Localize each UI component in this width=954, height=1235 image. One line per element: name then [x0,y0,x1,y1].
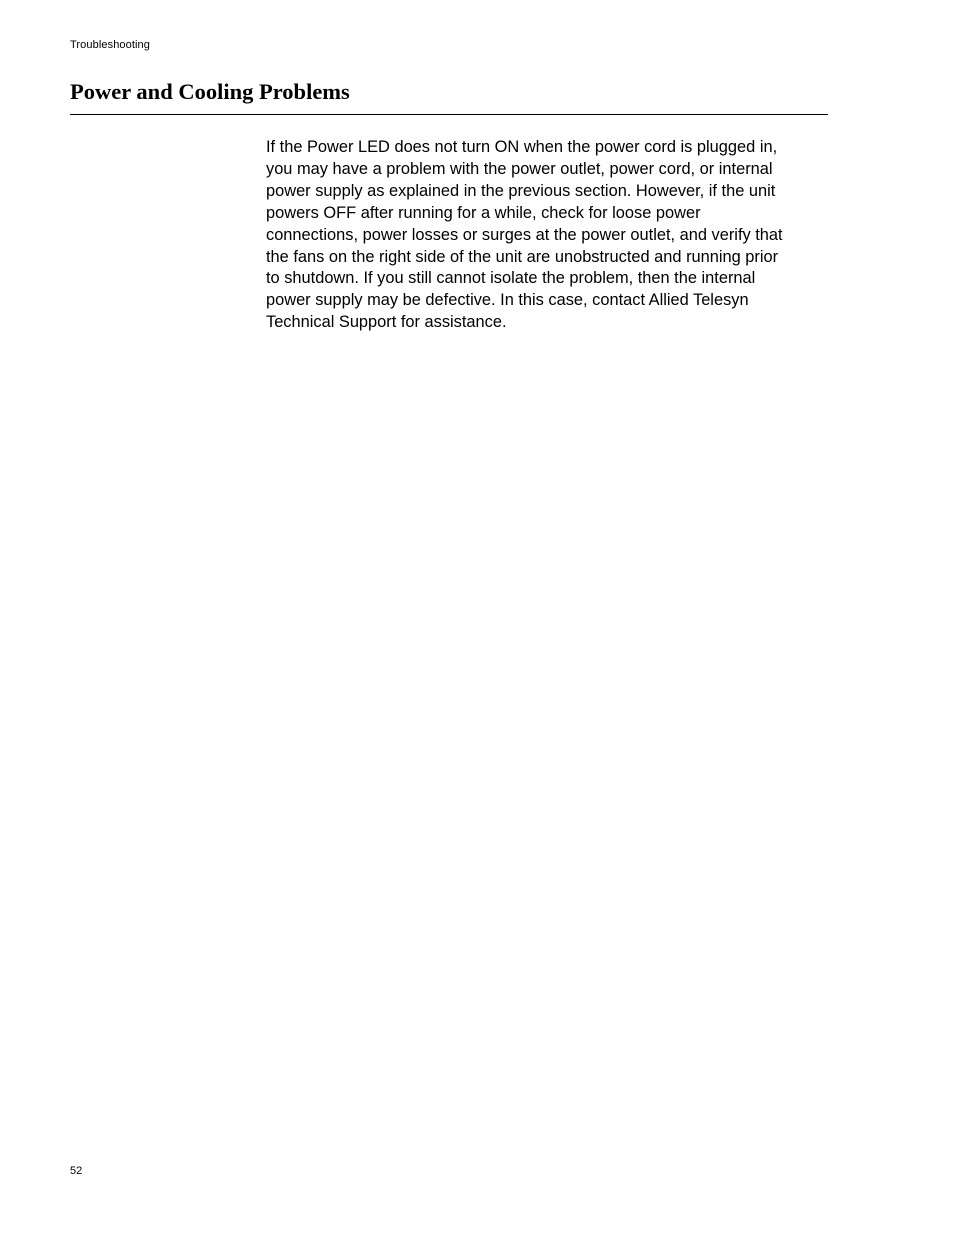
page-number: 52 [70,1165,83,1177]
paragraph-line: to shutdown. If you still cannot isolate the problem, then the internal [266,269,756,288]
title-divider [70,114,828,115]
paragraph-line: you may have a problem with the power outlet, power cord, or internal [266,159,773,178]
paragraph-line: If the Power LED does not turn ON when the power cord is plugged in, [266,138,778,156]
paragraph-line: the fans on the right side of the unit are unobstructed and running prior [266,247,779,266]
paragraph-line: power supply may be defective. In this case, contact Allied Telesyn [266,291,749,310]
body-paragraph [266,137,830,334]
paragraph-line: power supply as explained in the previous section. However, if the unit [266,181,776,200]
paragraph-line: Technical Support for assistance. [266,313,507,332]
running-header: Troubleshooting [70,39,150,51]
section-title: Power and Cooling Problems [70,79,350,104]
paragraph-line: connections, power losses or surges at the power outlet, and verify that [266,225,783,244]
paragraph-line: powers OFF after running for a while, check for loose power [266,203,701,222]
